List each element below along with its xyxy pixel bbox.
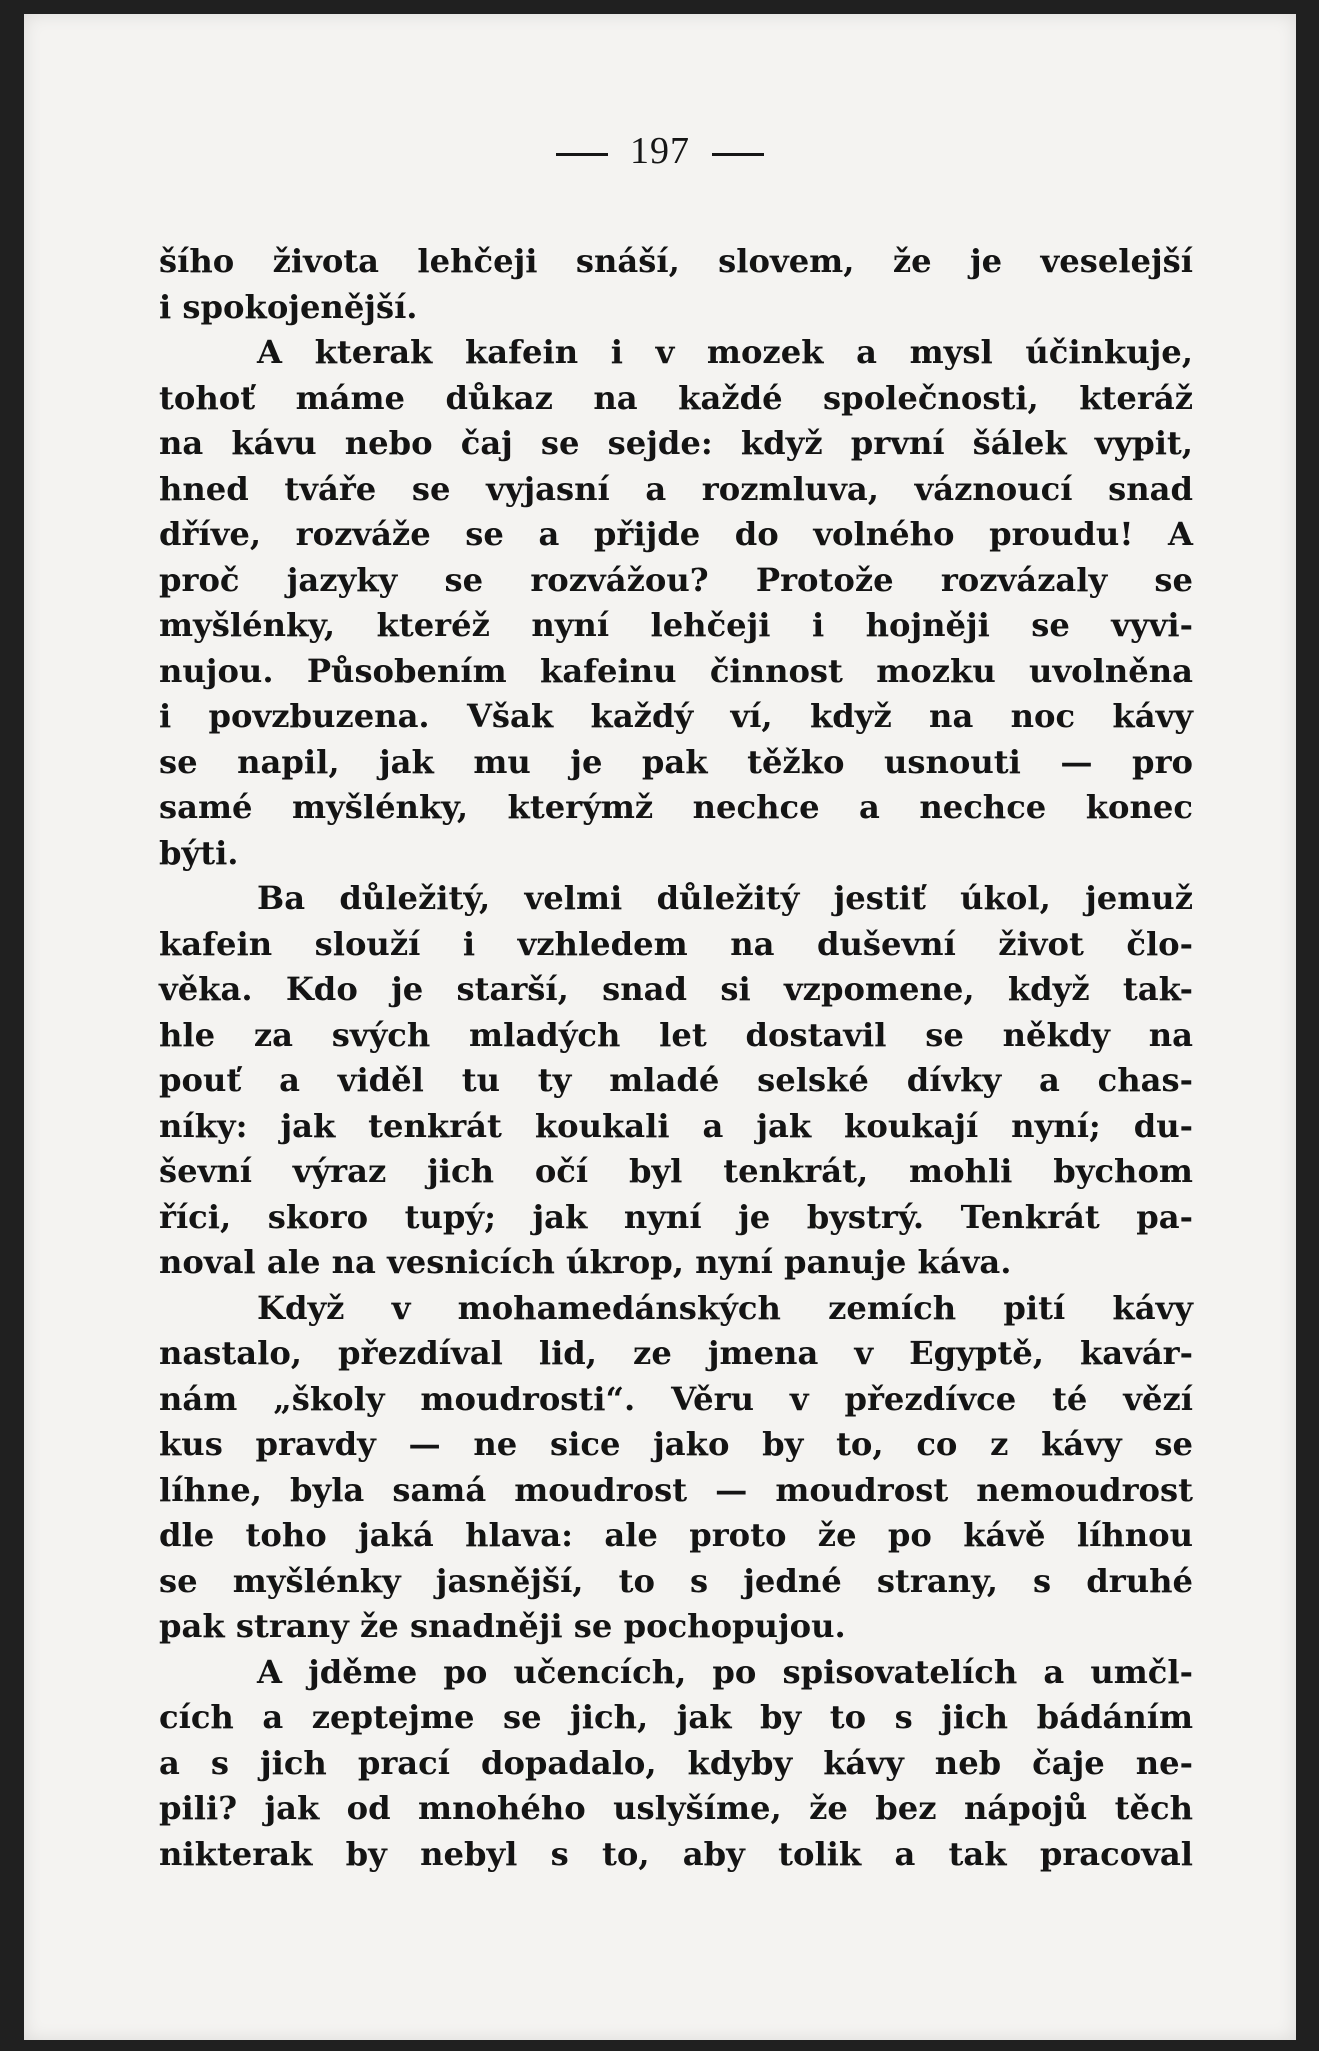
text-line: A jděme po učencích, po spisovatelích a umčl- (257, 1652, 1193, 1691)
text-line: Když v mohamedánských zemích pití kávy (257, 1288, 1193, 1327)
text-line: proč jazyky se rozvážou? Protože rozvázaly se (159, 560, 1193, 599)
text-line: Ba důležitý, velmi důležitý jestiť úkol, jemuž (257, 879, 1193, 917)
text-line: hle za svých mladých let dostavil se někdy na (159, 1015, 1193, 1054)
page-number: 197 (630, 130, 690, 172)
header-dash-right (712, 153, 764, 156)
page-number-header (24, 129, 1296, 173)
text-line: se myšlénky jasnější, to s jedné strany, s druhé (159, 1561, 1193, 1600)
text-line: říci, skoro tupý; jak nyní je bystrý. Tenkrát pa- (159, 1197, 1193, 1236)
text-line: i povzbuzena. Však každý ví, když na noc kávy (159, 697, 1193, 735)
text-line: dle toho jaká hlava: ale proto že po kávě líhnou (159, 1516, 1193, 1554)
text-line: líhne, byla samá moudrost — moudrost nemoudrost (159, 1470, 1193, 1509)
text-line: A kterak kafein i v mozek a mysl účinkuje, (257, 333, 1193, 371)
text-line: nikterak by nebyl s to, aby tolik a tak pracoval (159, 1834, 1193, 1873)
header-dash-left (556, 153, 608, 156)
text-line: samé myšlénky, kterýmž nechce a nechce konec (159, 788, 1193, 826)
text-line: věka. Kdo je starší, snad si vzpomene, když tak- (159, 970, 1193, 1008)
text-line: i spokojenější. (159, 287, 418, 326)
text-line: se napil, jak mu je pak těžko usnouti — pro (159, 742, 1193, 781)
text-line: býti. (159, 833, 239, 872)
text-line: a s jich prací dopadalo, kdyby kávy neb čaje ne- (159, 1743, 1193, 1782)
text-line: pouť a viděl tu ty mladé selské dívky a chas- (159, 1061, 1193, 1099)
text-line: ševní výraz jich očí byl tenkrát, mohli bychom (159, 1152, 1193, 1190)
text-line: šího života lehčeji snáší, slovem, že je veselejší (159, 242, 1193, 280)
text-line: hned tváře se vyjasní a rozmluva, váznoucí snad (159, 469, 1193, 508)
text-line: dříve, rozváže se a přijde do volného proudu! A (159, 515, 1193, 553)
text-line: kafein slouží i vzhledem na duševní život člo- (159, 924, 1193, 963)
text-line: nujou. Působením kafeinu činnost mozku uvolněna (159, 651, 1193, 690)
text-line: tohoť máme důkaz na každé společnosti, kteráž (159, 378, 1193, 417)
body-text (159, 239, 1193, 1877)
text-line: noval ale na vesnicích úkrop, nyní panuje káva. (159, 1243, 1012, 1281)
text-line: pili? jak od mnohého uslyšíme, že bez nápojů těch (159, 1789, 1193, 1827)
text-line: cích a zeptejme se jich, jak by to s jich bádáním (159, 1698, 1193, 1736)
text-line: kus pravdy — ne sice jako by to, co z kávy se (159, 1425, 1193, 1463)
text-line: níky: jak tenkrát koukali a jak koukají nyní; du- (159, 1106, 1193, 1145)
text-line: pak strany že snadněji se pochopujou. (159, 1607, 846, 1645)
text-line: nám „školy moudrosti“. Věru v přezdívce té vězí (159, 1379, 1193, 1418)
text-line: na kávu nebo čaj se sejde: když první šálek vypit, (159, 424, 1193, 462)
text-line: myšlénky, kteréž nyní lehčeji i hojněji se vyvi- (159, 606, 1193, 644)
book-page (24, 14, 1296, 2040)
text-line: nastalo, přezdíval lid, ze jmena v Egyptě, kavár- (159, 1334, 1193, 1372)
